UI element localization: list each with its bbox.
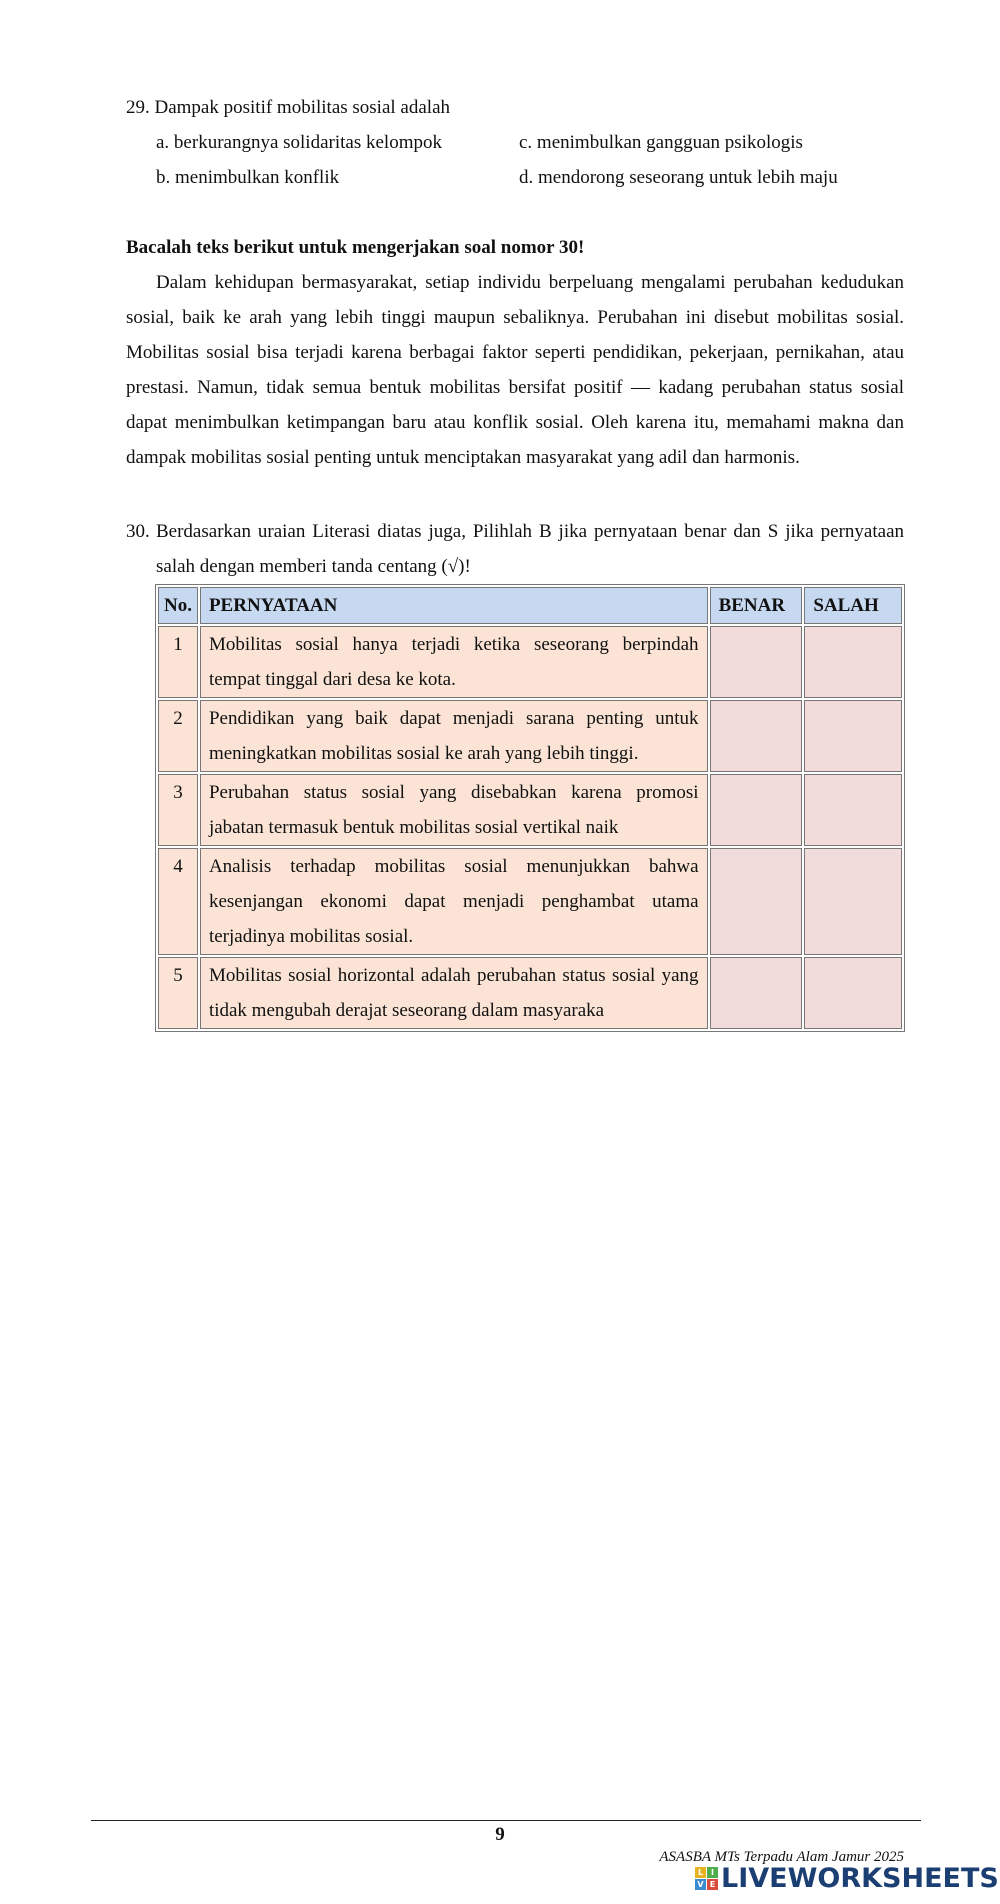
row-statement: Analisis terhadap mobilitas sosial menunjukkan bahwa kesenjangan ekonomi dapat menjadi penghambat utama terjadinya mobilitas sosial.	[200, 848, 708, 955]
statement-table	[155, 584, 905, 1032]
reading-instruction: Bacalah teks berikut untuk mengerjakan soal nomor 30!	[126, 237, 585, 258]
table-row	[158, 700, 902, 772]
question-30-number: 30.	[126, 521, 150, 542]
reading-paragraph-text: Dalam kehidupan bermasyarakat, setiap individu berpeluang mengalami perubahan kedudukan sosial, baik ke arah yang lebih tinggi maupun sebaliknya. Perubahan ini disebut mobilitas sosial. Mobilitas sosial bisa terjadi karena berbagai faktor seperti pendidikan, pekerjaan, pernikahan, atau prestasi. Namun, tidak semua bentuk mobilitas bersifat positif — kadang perubahan status sosial dapat menimbulkan ketimpangan baru atau konflik sosial. Oleh karena itu, memahami makna dan dampak mobilitas sosial penting untuk menciptakan masyarakat yang adil dan harmonis.	[126, 272, 904, 468]
header-benar: BENAR	[710, 587, 803, 624]
logo-letter: L	[695, 1867, 706, 1878]
answer-salah-cell[interactable]	[804, 957, 902, 1029]
row-statement: Mobilitas sosial hanya terjadi ketika seseorang berpindah tempat tinggal dari desa ke kota.	[200, 626, 708, 698]
liveworksheets-logo[interactable]	[695, 1864, 999, 1892]
row-statement: Mobilitas sosial horizontal adalah perubahan status sosial yang tidak mengubah derajat seseorang dalam masyaraka	[200, 957, 708, 1029]
answer-benar-cell[interactable]	[710, 774, 803, 846]
row-statement: Pendidikan yang baik dapat menjadi sarana penting untuk meningkatkan mobilitas sosial ke arah yang lebih tinggi.	[200, 700, 708, 772]
row-number: 4	[158, 848, 198, 955]
logo-blocks-icon	[695, 1867, 718, 1890]
answer-salah-cell[interactable]	[804, 700, 902, 772]
answer-salah-cell[interactable]	[804, 626, 902, 698]
row-number: 2	[158, 700, 198, 772]
answer-salah-cell[interactable]	[804, 774, 902, 846]
question-30: Berdasarkan uraian Literasi diatas juga, Pilihlah B jika pernyataan benar dan S jika pernyataan salah dengan memberi tanda centang (√)!	[156, 521, 904, 577]
row-number: 3	[158, 774, 198, 846]
table-row	[158, 848, 902, 955]
row-number: 1	[158, 626, 198, 698]
logo-letter: V	[695, 1879, 706, 1890]
table-header-row	[158, 587, 902, 624]
answer-salah-cell[interactable]	[804, 848, 902, 955]
answer-benar-cell[interactable]	[710, 957, 803, 1029]
option-29-d: d. mendorong seseorang untuk lebih maju	[519, 167, 838, 188]
answer-benar-cell[interactable]	[710, 626, 803, 698]
header-statement: PERNYATAAN	[200, 587, 708, 624]
header-salah: SALAH	[804, 587, 902, 624]
row-number: 5	[158, 957, 198, 1029]
reading-paragraph	[126, 265, 904, 475]
row-statement: Perubahan status sosial yang disebabkan karena promosi jabatan termasuk bentuk mobilitas sosial vertikal naik	[200, 774, 708, 846]
table-row	[158, 957, 902, 1029]
logo-letter: I	[707, 1867, 718, 1878]
option-29-c: c. menimbulkan gangguan psikologis	[519, 132, 803, 153]
school-name: ASASBA MTs Terpadu Alam Jamur 2025	[659, 1849, 904, 1865]
option-29-a: a. berkurangnya solidaritas kelompok	[156, 132, 442, 153]
footer-divider	[91, 1820, 921, 1821]
logo-letter: E	[707, 1879, 718, 1890]
table-row	[158, 626, 902, 698]
table-row	[158, 774, 902, 846]
header-no: No.	[158, 587, 198, 624]
page-number: 9	[495, 1824, 505, 1845]
answer-benar-cell[interactable]	[710, 848, 803, 955]
logo-wordmark: LIVEWORKSHEETS	[721, 1862, 999, 1894]
question-29: 29. Dampak positif mobilitas sosial adalah	[126, 97, 451, 118]
answer-benar-cell[interactable]	[710, 700, 803, 772]
option-29-b: b. menimbulkan konflik	[156, 167, 340, 188]
